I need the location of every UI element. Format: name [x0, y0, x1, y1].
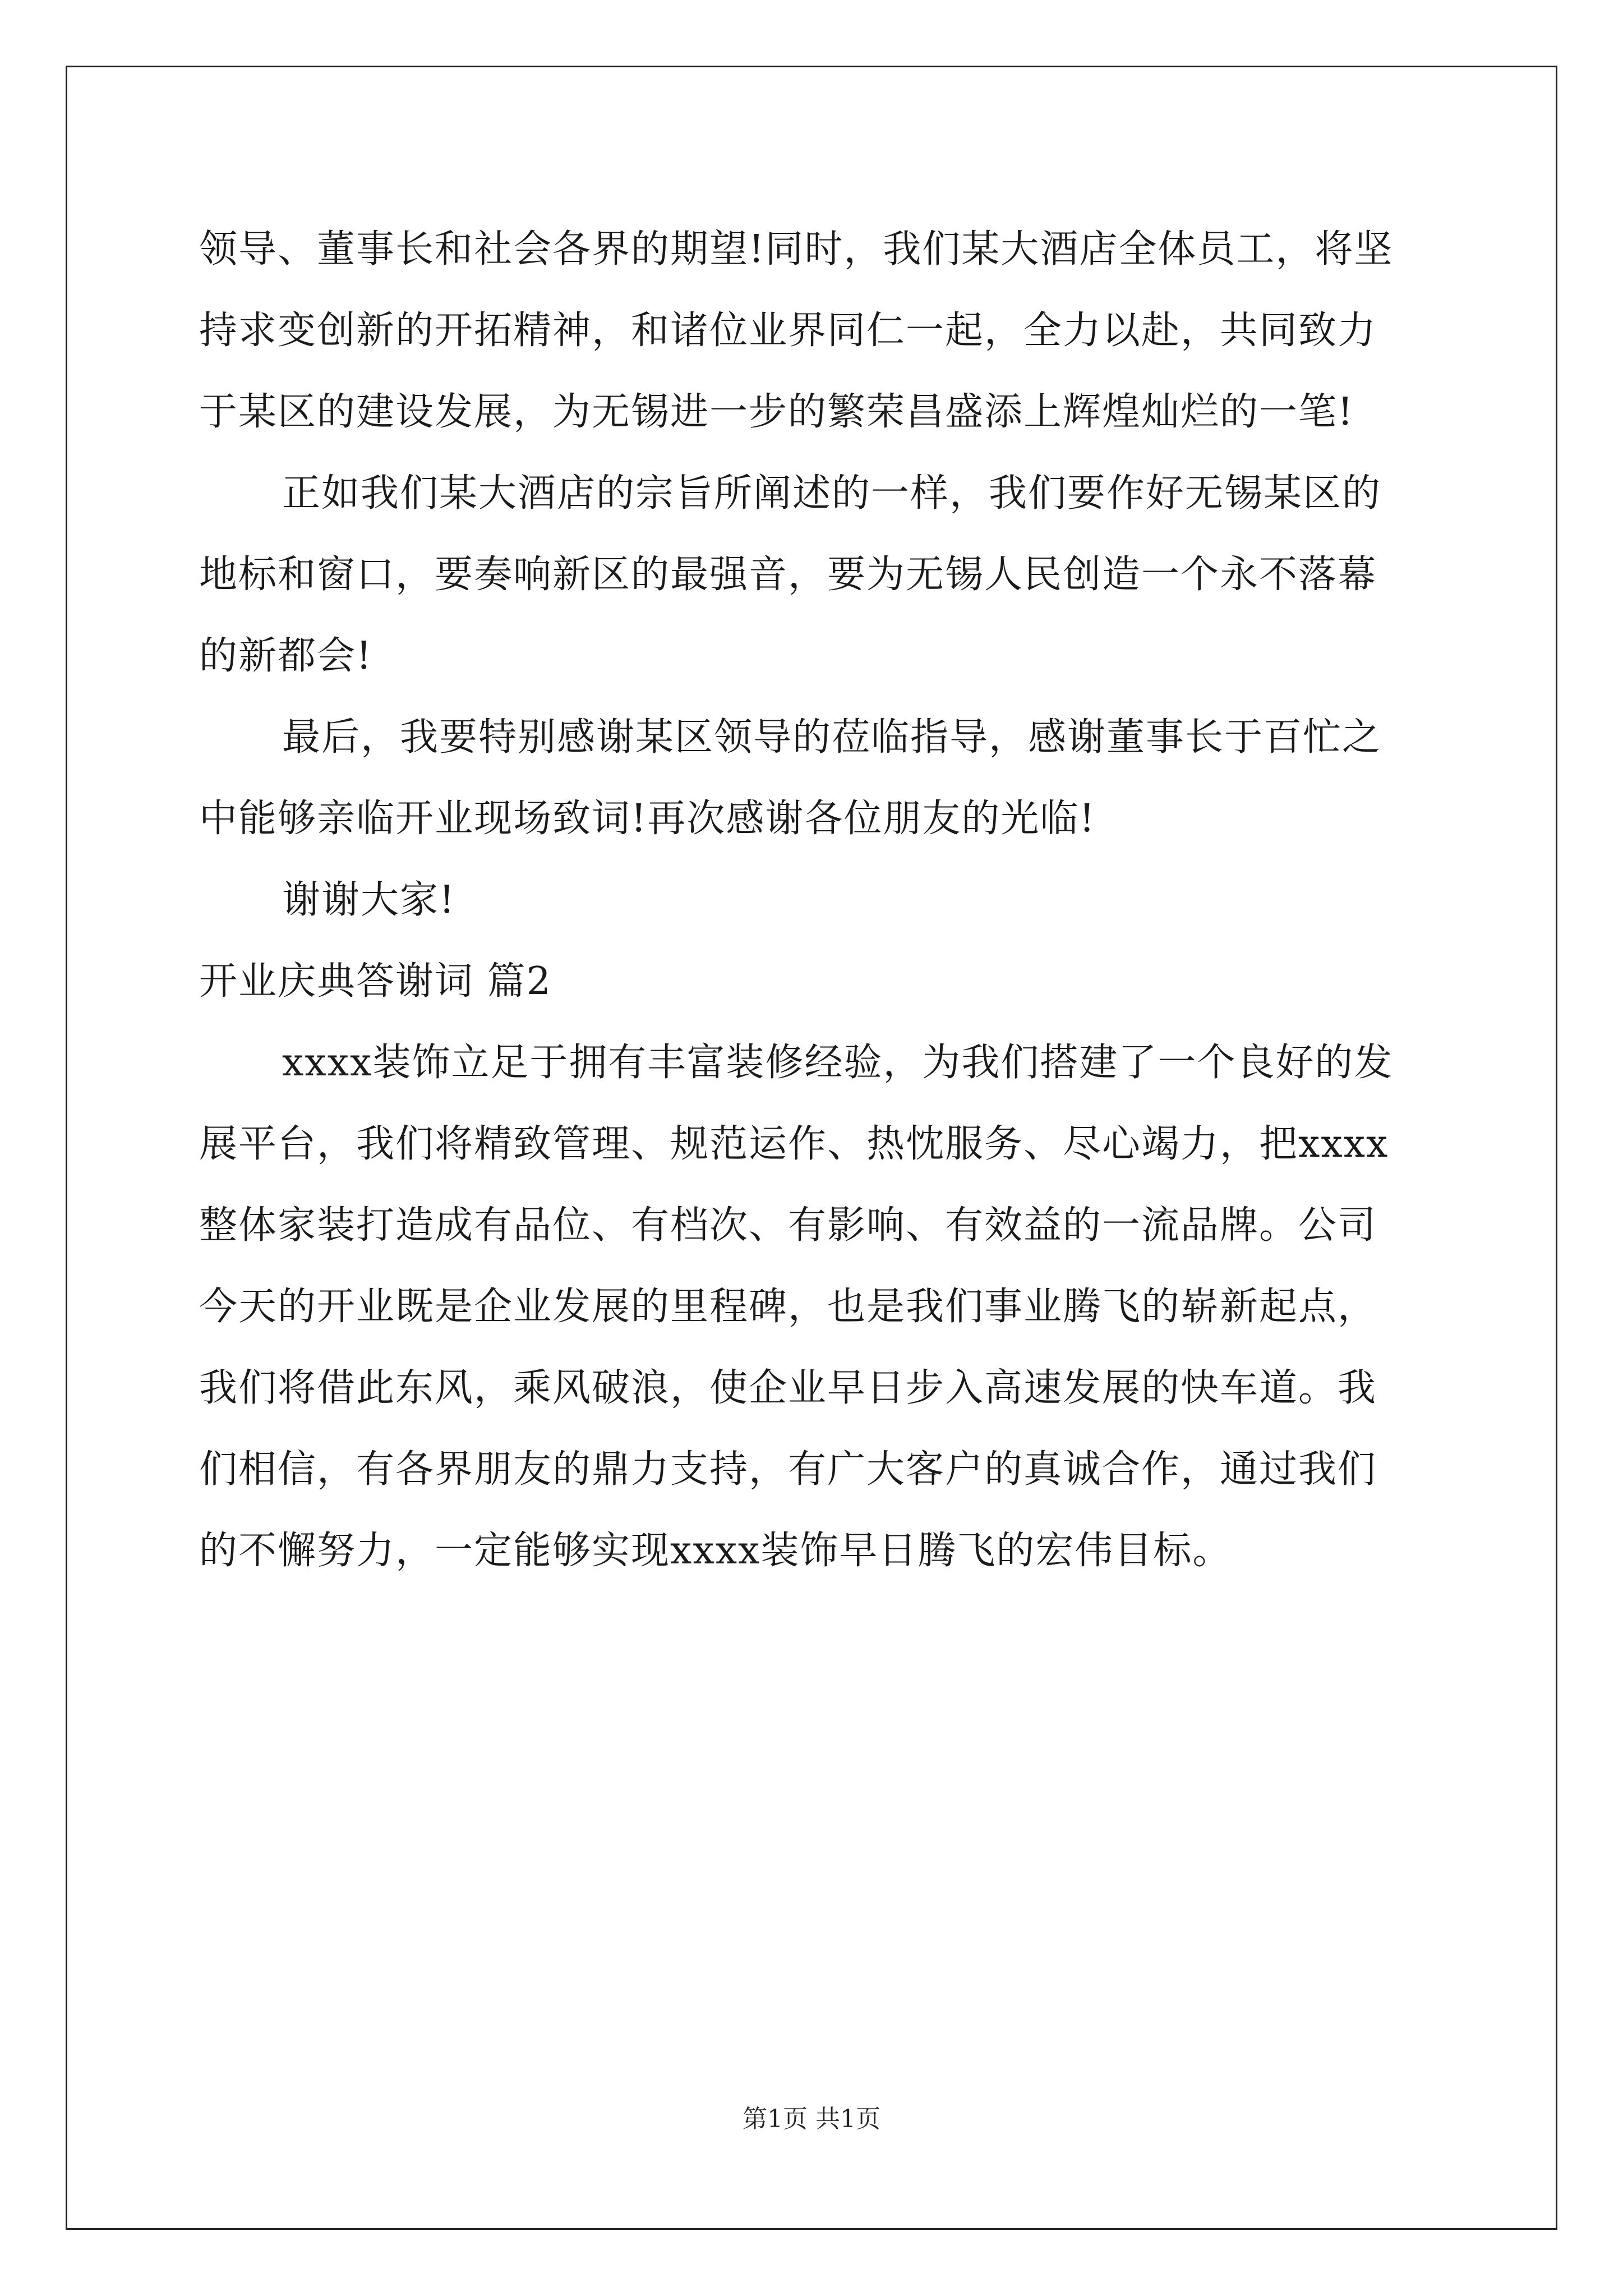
paragraph-line: 整体家装打造成有品位、有档次、有影响、有效益的一流品牌。公司 [199, 1203, 1377, 1248]
paragraph-line: 们相信，有各界朋友的鼎力支持，有广大客户的真诚合作，通过我们 [199, 1447, 1377, 1492]
section-heading: 开业庆典答谢词 篇2 [199, 959, 552, 1004]
paragraph-line: 领导、董事长和社会各界的期望!同时，我们某大酒店全体员工，将坚 [199, 227, 1394, 272]
paragraph-line: 最后，我要特别感谢某区领导的莅临指导，感谢董事长于百忙之 [282, 715, 1382, 760]
paragraph-line: 展平台，我们将精致管理、规范运作、热忱服务、尽心竭力，把xxxx [199, 1122, 1389, 1166]
paragraph-line: xxxx装饰立足于拥有丰富装修经验，为我们搭建了一个良好的发 [282, 1041, 1394, 1085]
page-footer: 第1页 共1页 [743, 2105, 880, 2133]
paragraph-line: 持求变创新的开拓精神，和诸位业界同仁一起，全力以赴，共同致力 [199, 309, 1377, 353]
paragraph-line: 谢谢大家! [282, 878, 456, 922]
paragraph-line: 正如我们某大酒店的宗旨所阐述的一样，我们要作好无锡某区的 [282, 471, 1382, 516]
paragraph-line: 的不懈努力，一定能够实现xxxx装饰早日腾飞的宏伟目标。 [199, 1529, 1232, 1573]
paragraph-line: 今天的开业既是企业发展的里程碑，也是我们事业腾飞的崭新起点， [199, 1285, 1377, 1329]
paragraph-line: 地标和窗口，要奏响新区的最强音，要为无锡人民创造一个永不落幕 [199, 553, 1377, 597]
paragraph-line: 的新都会! [199, 634, 373, 678]
paragraph-line: 我们将借此东风，乘风破浪，使企业早日步入高速发展的快车道。我 [199, 1366, 1377, 1410]
paragraph-line: 中能够亲临开业现场致词!再次感谢各位朋友的光临! [199, 797, 1096, 841]
paragraph-line: 于某区的建设发展，为无锡进一步的繁荣昌盛添上辉煌灿烂的一笔! [199, 390, 1354, 434]
